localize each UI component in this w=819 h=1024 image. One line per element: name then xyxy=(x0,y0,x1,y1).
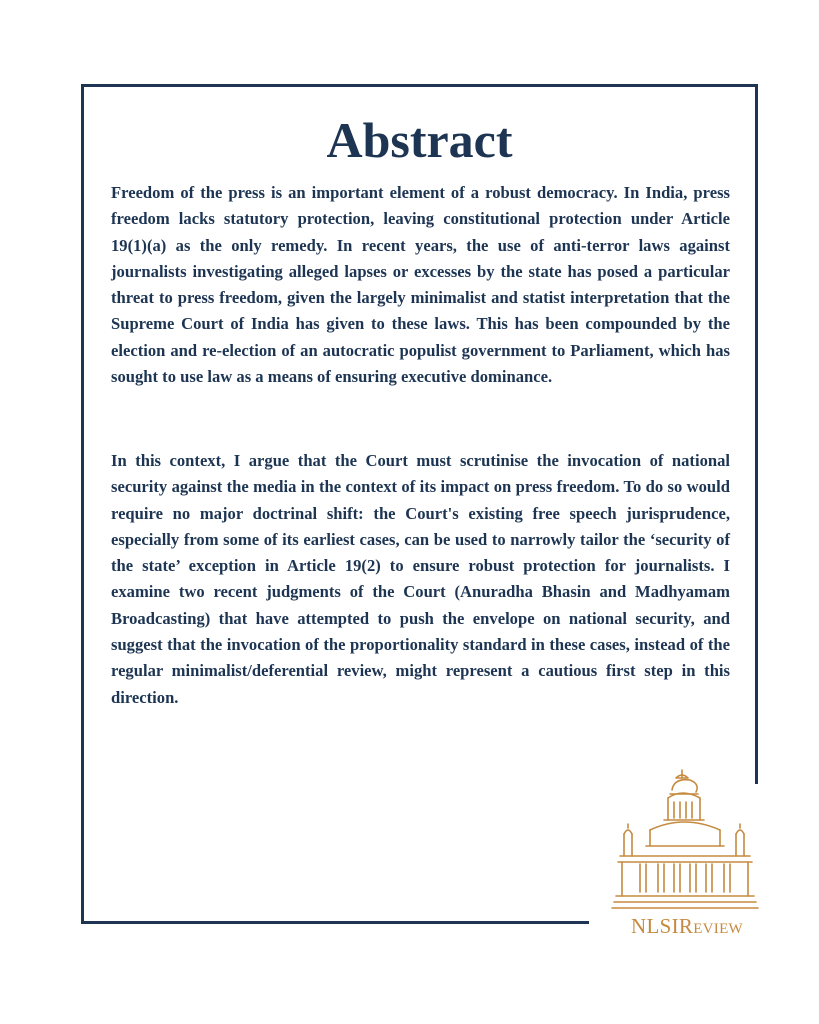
frame-left-border xyxy=(81,84,84,924)
nlsir-logo xyxy=(610,764,760,944)
building-dome-icon xyxy=(610,764,760,914)
abstract-paragraph-1: Freedom of the press is an important element of a robust democracy. In India, press freedom lacks statutory protection, leaving constitutional protection under Article 19(1)(a) as the only remedy. In recent years, the use of anti-terror laws against journalists investigating alleged lapses or excesses by the state has posed a particular threat to press freedom, given the largely minimalist and statist interpretation that the Supreme Court of India has given to these laws. This has been compounded by the election and re-election of an autocratic populist government to Parliament, which has sought to use law as a means of ensuring executive dominance. xyxy=(111,183,730,387)
page-title: Abstract xyxy=(326,112,513,168)
logo-text-small: EVIEW xyxy=(693,921,743,937)
frame-bottom-border xyxy=(81,921,589,924)
logo-text-main: NLSIR xyxy=(631,914,694,938)
frame-top-border xyxy=(81,84,758,87)
logo-wordmark xyxy=(612,914,762,939)
frame-right-border xyxy=(755,84,758,784)
abstract-paragraph-2: In this context, I argue that the Court must scrutinise the invocation of national security against the media in the context of its impact on press freedom. To do so would require no major doctrinal shift: the Court's existing free speech jurisprudence, especially from some of its earliest cases, can be used to narrowly tailor the ‘security of the state’ exception in Article 19(2) to ensure robust protection for journalists. I examine two recent judgments of the Court (Anuradha Bhasin and Madhyamam Broadcasting) that have attempted to push the envelope on national security, and suggest that the invocation of the proportionality standard in these cases, instead of the regular minimalist/deferential review, might represent a cautious first step in this direction. xyxy=(111,451,730,707)
